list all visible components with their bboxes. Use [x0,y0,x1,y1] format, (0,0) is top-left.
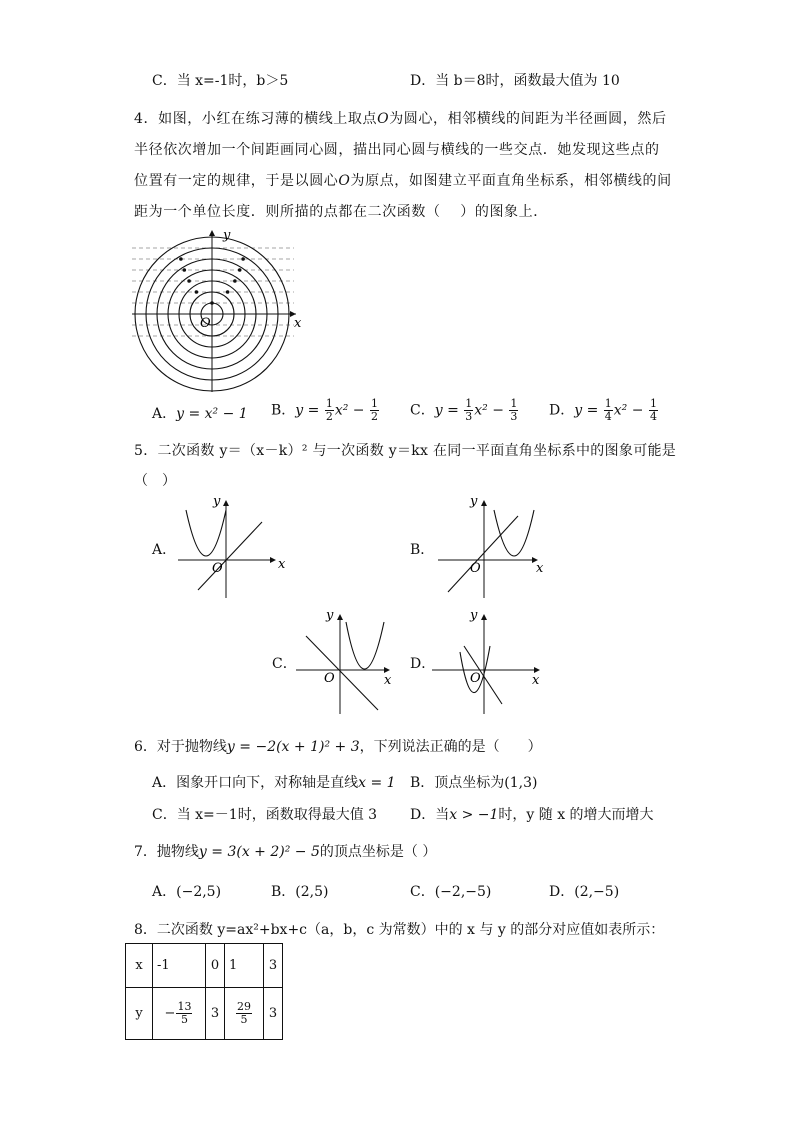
q4-fig-x-label: x [294,316,302,331]
q5-label-d: D． [410,656,436,672]
svg-text:x: x [384,673,392,688]
svg-text:O: O [470,671,481,686]
q4-option-a: A．y = x² − 1 [152,406,248,422]
q6-option-a: A．图象开口向下，对称轴是直线x = 1 [152,775,396,791]
q5-graph-d [428,606,548,718]
q7-option-b: B．(2,5) [271,884,329,900]
q8-stem: 8．二次函数 y=ax²+bx+c（a，b，c 为常数）中的 x 与 y 的部分对应值如表所示： [134,922,665,938]
q5-graph-c [292,606,402,718]
svg-text:x: x [532,673,540,688]
q7-option-a: A．(−2,5) [152,884,222,900]
svg-text:O: O [324,671,335,686]
q6-option-d: D．当x > −1时，y 随 x 的增大而增大 [410,807,654,823]
q7-option-d: D．(2,−5) [549,884,620,900]
q3-option-c: C．当 x=-1时，b＞5 [152,73,289,89]
svg-text:y: y [213,494,221,509]
q3-option-d: D．当 b＝8时，函数最大值为 10 [410,73,620,89]
q7-stem: 7．抛物线y = 3(x + 2)² − 5的顶点坐标是（ ） [134,844,437,860]
q5-label-a: A． [152,542,177,558]
svg-text:O: O [212,561,223,576]
q8-value-table [125,943,283,1040]
q5-stem-line2: （ ） [134,473,176,489]
q5-graph-b [430,492,550,602]
q5-label-b: B． [410,542,435,558]
q4-option-b: B．y = $\frac{1}{2}$ x² − $\frac{1}{2}$ [271,397,378,423]
q6-option-b: B．顶点坐标为(1,3) [410,775,538,791]
q4-fig-origin-label: O [200,316,211,331]
q6-stem: 6．对于抛物线y = −2(x + 1)² + 3，下列说法正确的是（ ） [134,739,542,755]
q5-label-c: C． [272,656,297,672]
q7-option-c: C．(−2,−5) [410,884,492,900]
svg-text:y: y [470,608,478,623]
svg-text:O: O [470,561,481,576]
q4-fig-y-label: y [223,228,231,243]
svg-text:y: y [326,608,334,623]
q5-graph-a [170,492,290,602]
q4-concentric-circles-figure [128,226,308,396]
svg-text:x: x [536,561,544,576]
q5-stem-line1: 5．二次函数 y＝（x－k）² 与一次函数 y＝kx 在同一平面直角坐标系中的图象可能是 [134,443,677,459]
table-row-x: x -1 0 1 3 [126,944,283,988]
q6-option-c: C．当 x=－1时，函数取得最大值 3 [152,807,378,823]
q4-option-d: D．y = $\frac{1}{4}$ x² − $\frac{1}{4}$ [549,397,657,423]
svg-text:y: y [470,494,478,509]
q4-option-c: C．y = $\frac{1}{3}$ x² − $\frac{1}{3}$ [410,397,518,423]
svg-text:x: x [278,557,286,572]
table-row-y: y − $\frac{13}{5}$ 3 $\frac{29}{5}$ 3 [126,988,283,1040]
q4-stem: 4．如图，小红在练习薄的横线上取点O为圆心，相邻横线的间距为半径画圆，然后半径依次增加一个间距画同心圆，描出同心圆与横线的一些交点．她发现这些点的位置有一定的规律，于是以圆心O为原点，如图建立平面直角坐标系，相邻横线的间距为一个单位长度．则所描的点都在二次函数（ ）的图象上． [134,111,672,220]
